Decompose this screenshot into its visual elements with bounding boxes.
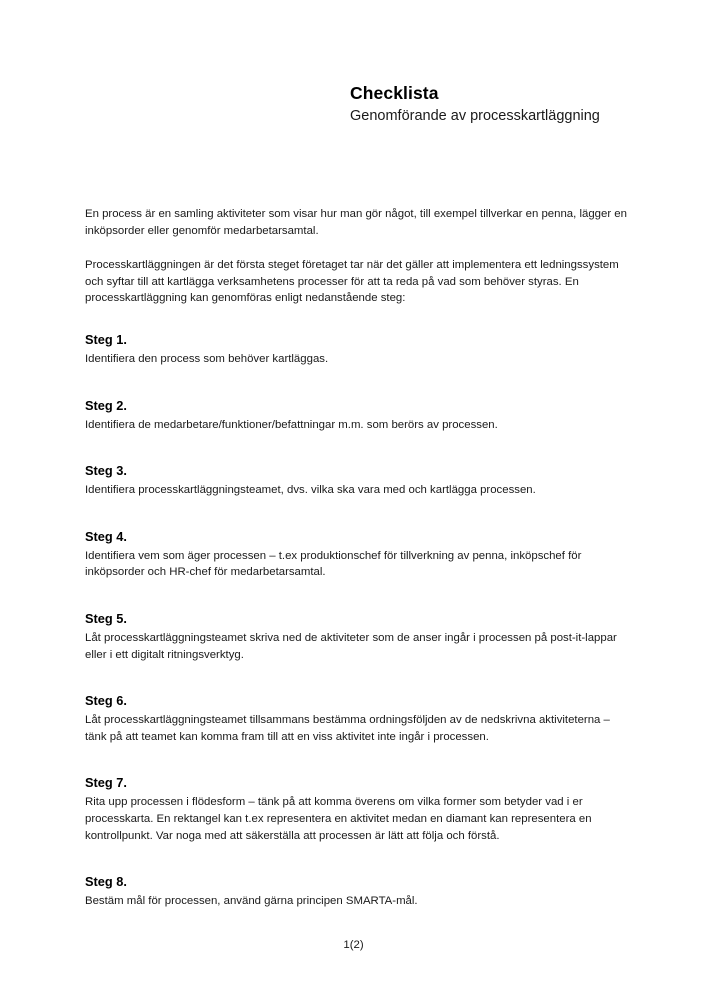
page-number: 1(2) — [343, 939, 364, 951]
list-item — [85, 611, 630, 663]
list-item — [85, 332, 630, 368]
list-item — [85, 775, 630, 844]
list-item — [85, 463, 630, 499]
list-item — [85, 529, 630, 581]
list-item — [85, 398, 630, 434]
step-heading: Steg 2. — [85, 397, 127, 413]
step-heading: Steg 1. — [85, 331, 127, 347]
step-heading: Steg 6. — [85, 693, 127, 709]
intro-paragraph-2: Processkartläggningen är det första steget företaget tar när det gäller att implementera ett ledningssystem och syftar till att kartlägga verksamhetens processer för att ta reda på vad som behöver styras. En processkartläggning kan genomföras enligt nedanstående steg: — [85, 259, 619, 305]
document-body — [85, 206, 630, 910]
step-body: Låt processkartläggningsteamet tillsammans bestämma ordningsföljden av de nedskrivna aktiviteterna – tänk på att teamet kan komma fram till att en viss aktivitet inte ingår i processen. — [85, 714, 610, 743]
list-item — [85, 693, 630, 745]
step-heading: Steg 4. — [85, 528, 127, 544]
step-heading: Steg 7. — [85, 775, 127, 791]
step-heading: Steg 3. — [85, 463, 127, 479]
step-heading: Steg 5. — [85, 610, 127, 626]
page-footer — [0, 938, 707, 952]
step-body: Bestäm mål för processen, använd gärna principen SMARTA-mål. — [85, 895, 418, 908]
step-body: Identifiera de medarbetare/funktioner/befattningar m.m. som berörs av processen. — [85, 418, 498, 431]
steps-list — [85, 332, 630, 910]
document-header — [350, 83, 630, 125]
intro-paragraph-1: En process är en samling aktiviteter som visar hur man gör något, till exempel tillverkar en penna, lägger en inköpsorder eller genomför medarbetarsamtal. — [85, 208, 627, 237]
list-item — [85, 874, 630, 910]
step-body: Låt processkartläggningsteamet skriva ned de aktiviteter som de anser ingår i processen på post-it-lappar eller i ett digitalt ritningsverktyg. — [85, 631, 617, 661]
page-subtitle: Genomförande av processkartläggning — [350, 107, 600, 124]
step-body: Rita upp processen i flödesform – tänk på att komma överens om vilka former som betyder vad i er processkarta. En rektangel kan t.ex representera en aktivitet medan en diamant kan representera en kontrollpunkt. Var noga med att säkerställa att processen är lätt att följa och förstå. — [85, 796, 592, 842]
step-body: Identifiera den process som behöver kartläggas. — [85, 352, 329, 365]
step-body: Identifiera vem som äger processen – t.ex produktionschef för tillverkning av penna, inköpschef för inköpsorder och HR-chef för medarbetarsamtal. — [85, 549, 582, 579]
step-body: Identifiera processkartläggningsteamet, dvs. vilka ska vara med och kartlägga processen. — [85, 484, 536, 497]
page-title: Checklista — [350, 83, 439, 103]
step-heading: Steg 8. — [85, 874, 127, 890]
